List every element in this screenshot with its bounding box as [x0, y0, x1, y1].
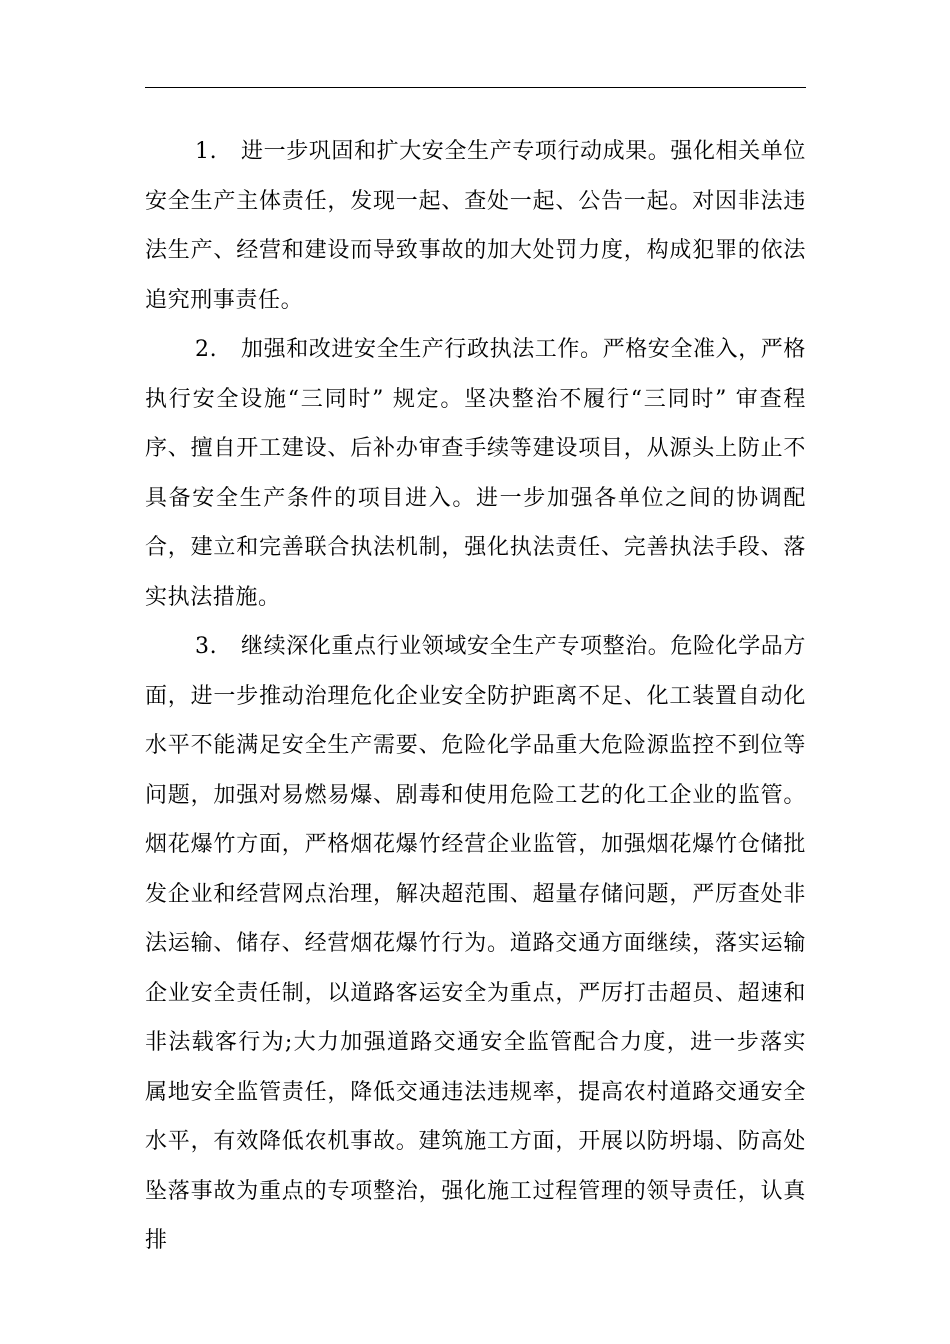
paragraph-text: 加强和改进安全生产行政执法工作。严格安全准入，严格执行安全设施“三同时” 规定。坚决整治不履行“三同时” 审查程序、擅自开工建设、后补办审查手续等建设项目，从源头上防止不具备安全生产条件的项目进入。进一步加强各单位之间的协调配合，建立和完善联合执法机制，强化执法责任、完善执法手段、落实执法措施。 [145, 337, 807, 610]
paragraph-text: 继续深化重点行业领域安全生产专项整治。危险化学品方面，进一步推动治理危化企业安全防护距离不足、化工装置自动化水平不能满足安全生产需要、危险化学品重大危险源监控不到位等问题，加强对易燃易爆、剧毒和使用危险工艺的化工企业的监管。烟花爆竹方面，严格烟花爆竹经营企业监管，加强烟花爆竹仓储批发企业和经营网点治理，解决超范围、超量存储问题，严厉查处非法运输、储存、经营烟花爆竹行为。道路交通方面继续，落实运输企业安全责任制，以道路客运安全为重点，严厉打击超员、超速和非法载客行为;大力加强道路交通安全监管配合力度，进一步落实属地安全监管责任，降低交通违法违规率，提高农村道路交通安全水平，有效降低农机事故。建筑施工方面，开展以防坍塌、防高处坠落事故为重点的专项整治，强化施工过程管理的领导责任，认真排 [145, 634, 807, 1253]
paragraph-text: 进一步巩固和扩大安全生产专项行动成果。强化相关单位安全生产主体责任，发现一起、查处一起、公告一起。对因非法违法生产、经营和建设而导致事故的加大处罚力度，构成犯罪的依法追究刑事责任。 [145, 139, 807, 313]
paragraph-3 [145, 622, 806, 1266]
paragraph-number: 1. [195, 139, 218, 164]
paragraph-1 [145, 127, 806, 325]
paragraph-2 [145, 325, 806, 622]
paragraph-number: 2. [195, 337, 218, 362]
document-body [145, 127, 806, 1266]
header-rule [145, 87, 806, 88]
paragraph-number: 3. [195, 634, 218, 659]
